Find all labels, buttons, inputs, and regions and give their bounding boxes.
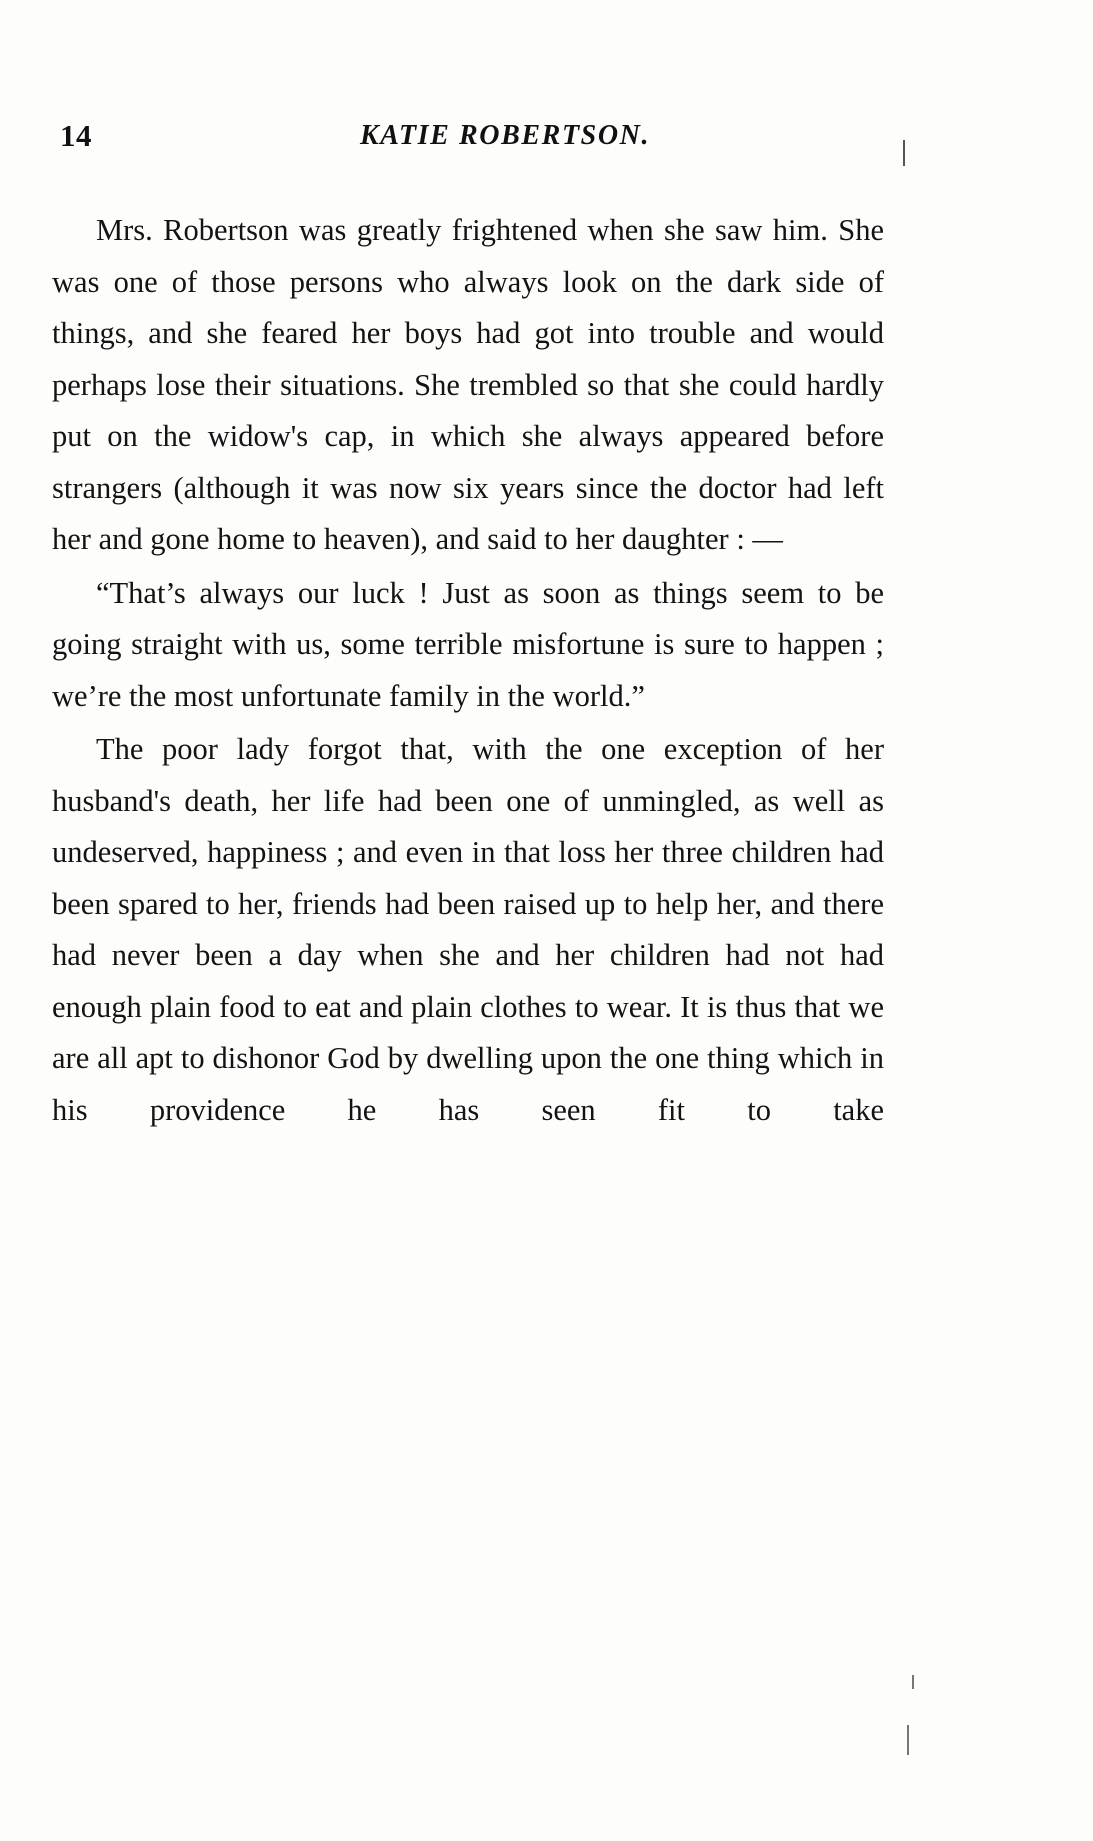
- paragraph-text: “That’s always our luck ! Just as soon as things seem to be going straight with us, some terrible misfortune is sure to happen ; we’re the most unfortunate family in the world.”: [52, 575, 884, 713]
- margin-mark-lower-1: [912, 1675, 914, 1689]
- paragraph-text: The poor lady forgot that, with the one exception of her husband's death, her life had been one of unmingled, as well as undeserved, happiness ; and even in that loss her three children had been spared to her, friends had been raised up to help her, and there had never been a day when she and her children had not had enough plain food to eat and plain clothes to wear. It is thus that we are all apt to dishonor God by dwelling upon the one thing which in his providence he has seen fit to take: [52, 732, 884, 1127]
- paragraph-1: [52, 205, 884, 566]
- paragraph-2: [52, 568, 884, 723]
- paragraph-text: Mrs. Robertson was greatly frightened when she saw him. She was one of those persons who always look on the dark side of things, and she feared her boys had got into trouble and would perhaps lose their situations. She trembled so that she could hardly put on the widow's cap, in which she always appeared before strangers (although it was now six years since the doctor had left her and gone home to heaven), and said to her daughter : —: [52, 213, 884, 556]
- page-header: [55, 118, 875, 168]
- body-text: [52, 205, 884, 1190]
- page-number: 14: [60, 118, 92, 153]
- margin-mark-lower-2: [907, 1725, 909, 1755]
- paragraph-3: [52, 724, 884, 1188]
- running-title: KATIE ROBERTSON.: [359, 120, 651, 151]
- margin-mark-top: [903, 140, 905, 166]
